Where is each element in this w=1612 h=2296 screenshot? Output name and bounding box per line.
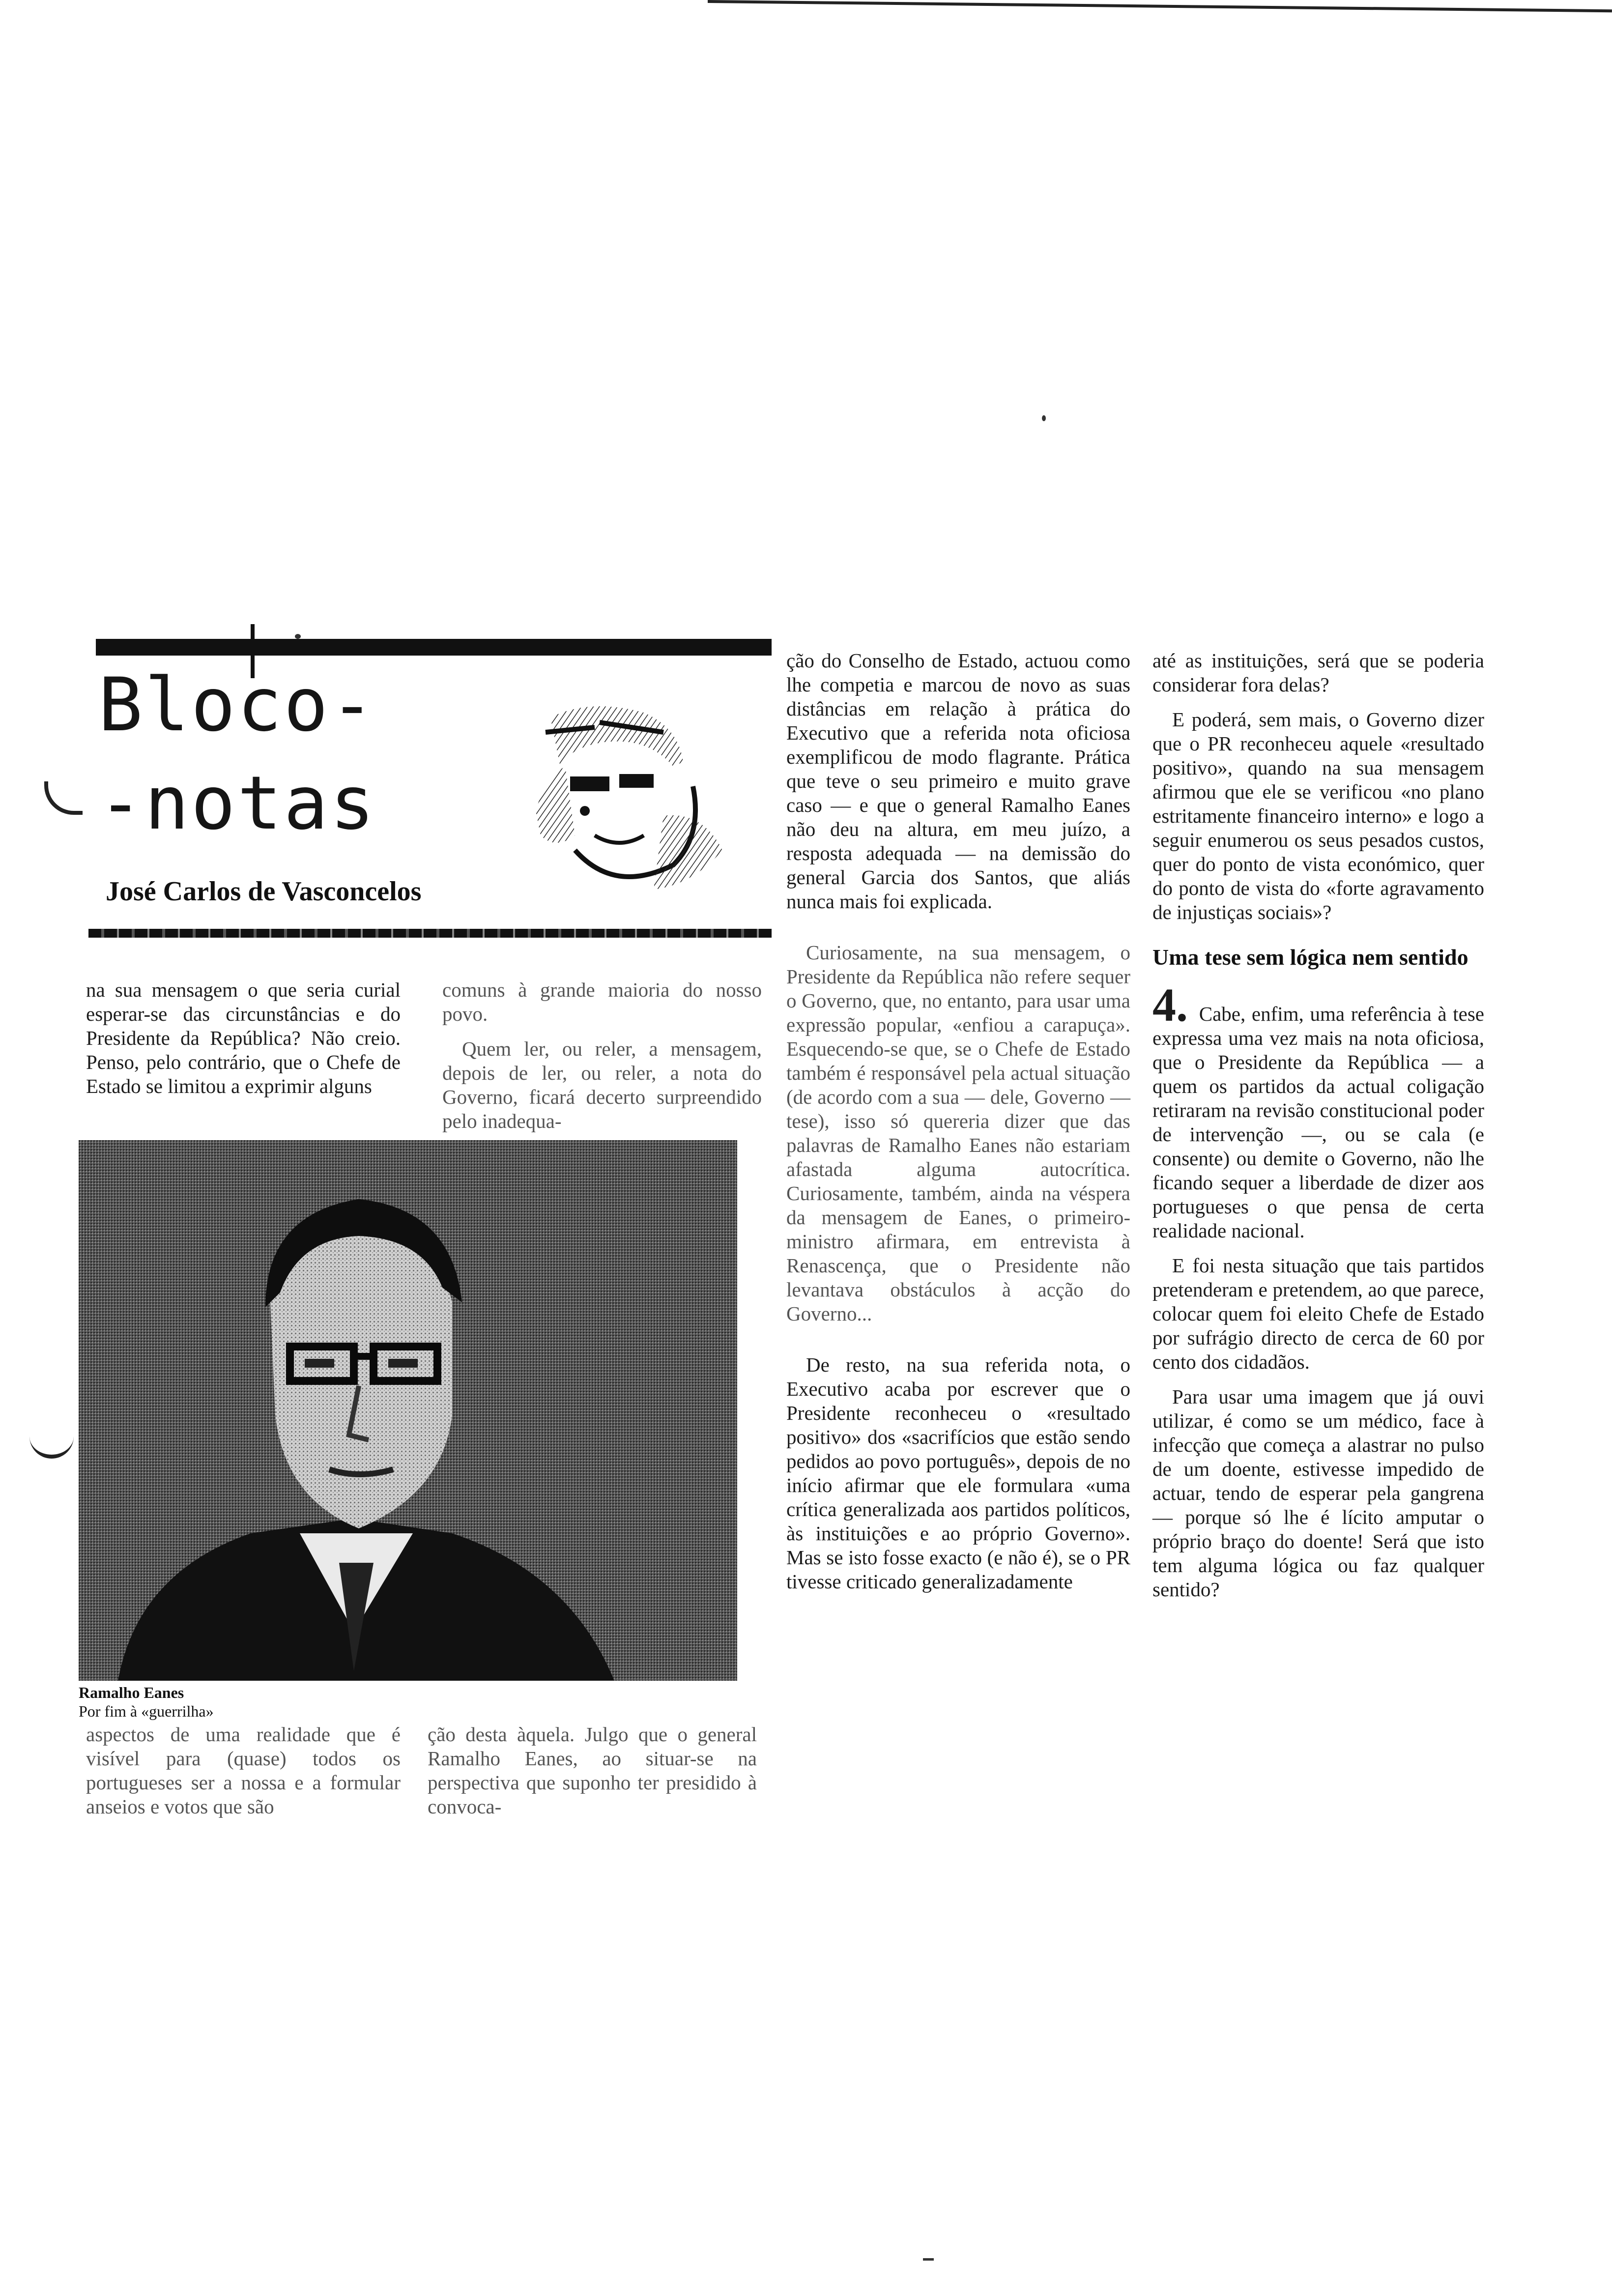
paragraph: comuns à grande maioria do nosso povo. xyxy=(442,978,762,1025)
paragraph: Quem ler, ou reler, a mensagem, depois de ler, ou reler, a nota do Governo, ficará decerto surpreendido pelo inadequa- xyxy=(442,1037,762,1132)
author-sketch-portrait xyxy=(516,688,747,904)
section-number: 4. xyxy=(1152,978,1188,1031)
column-title-line1: Bloco- xyxy=(98,662,376,748)
paragraph-text: Cabe, enfim, uma referência à tese expressa uma vez mais na nota oficiosa, que o Presidente da República — a quem os partidos da actual coligação retiraram na revisão constitucional poder de intervenção —, ou se cala (e consente) ou demite o Governo, não lhe ficando sequer a liberdade de dizer aos portugueses o que pensa de certa realidade nacional. xyxy=(1152,1003,1485,1242)
paragraph xyxy=(1152,978,1485,1243)
text-column-3 xyxy=(786,649,1130,1605)
paragraph: ção desta àquela. Julgo que o general Ramalho Eanes, ao situar-se na perspectiva que suponho ter presidido à convoca- xyxy=(428,1723,757,1818)
text-column-left-top-a xyxy=(86,978,401,1109)
scan-speck xyxy=(923,2258,934,2261)
caption-name: Ramalho Eanes xyxy=(79,1684,184,1701)
paragraph: De resto, na sua referida nota, o Executivo acaba por escrever que o Presidente reconheceu o «resultado positivo» dos «sacrifícios que estão sendo pedidos ao povo português», depois de no início afirmar que ele formulara «uma crítica generalizada aos partidos políticos, às instituições e ao próprio Governo». Mas se isto fosse exacto (e não é), se o PR tivesse criticado generalizadamente xyxy=(786,1353,1130,1593)
section-subheading: Uma tese sem lógica nem sentido xyxy=(1152,945,1468,970)
text-column-left-bottom-a xyxy=(86,1722,401,1830)
paragraph: Para usar uma imagem que já ouvi utilizar, é como se um médico, face à infecção que começa a alastrar no pulso de um doente, estivesse impedido de actuar, tendo de esperar pela gangrena — porque só lhe é lícito amputar o próprio braço do doente! Será que isto tem alguma lógica ou faz qualquer sentido? xyxy=(1152,1385,1484,1601)
header-bottom-rule xyxy=(88,929,772,938)
paragraph: aspectos de uma realidade que é visível para (quase) todos os portugueses ser a nossa e a formular anseios e votos que são xyxy=(86,1723,401,1818)
paragraph: Curiosamente, na sua mensagem, o Presidente da República não refere sequer o Governo, que, no entanto, para usar uma expressão popular, «enfiou a carapuça». Esquecendo-se que, se o Chefe de Estado também é responsável pela actual situação (de acordo com a sua — dele, Governo — tese), isso só quereria dizer que das palavras de Ramalho Eanes não estariam afastada alguma autocrítica. Curiosamente, também, ainda na véspera da mensagem de Eanes, o primeiro-ministro afirmara, em entrevista à Renascença, que o Presidente não levantava obstáculos à acção do Governo... xyxy=(786,941,1130,1325)
paragraph: até as instituições, será que se poderia considerar fora delas? xyxy=(1152,649,1484,696)
paragraph: ção do Conselho de Estado, actuou como lhe competia e marcou de novo as suas distâncias em relação à prática do Executivo que a referida nota oficiosa exemplificou de modo flagrante. Prática que teve o seu primeiro e muito grave caso — e que o general Ramalho Eanes não deu na altura, em meu juízo, a resposta adequada — na demissão do general Garcia dos Santos, que aliás nunca mais foi explicada. xyxy=(786,649,1130,913)
text-column-4 xyxy=(1152,649,1484,1612)
scan-speck xyxy=(1042,415,1046,421)
column-title-line2: -notas xyxy=(98,761,376,846)
scan-mark xyxy=(44,781,83,815)
caption-subtitle: Por fim à «guerrilha» xyxy=(79,1702,214,1720)
scan-edge-line xyxy=(708,0,1612,12)
scan-speck xyxy=(295,634,301,639)
paragraph: E foi nesta situação que tais partidos pretenderam e pretendem, ao que parece, colocar quem foi eleito Chefe de Estado por sufrágio directo de cerca de 60 por cento dos cidadãos. xyxy=(1152,1254,1484,1373)
header-top-rule xyxy=(96,639,772,656)
photo-caption xyxy=(79,1683,214,1721)
paragraph: E poderá, sem mais, o Governo dizer que o PR reconheceu aquele «resultado positivo», quando na sua mensagem afirmou que ele se verificou «no plano estritamente financeiro interno» e logo a seguir enumerou os seus pesados custos, quer do ponto de vista económico, quer do ponto de vista do «forte agravamento de injustiças sociais»? xyxy=(1152,708,1484,923)
scan-mark xyxy=(29,1420,74,1459)
paragraph: na sua mensagem o que seria curial esperar-se das circunstâncias e do Presidente da República? Não creio. Penso, pelo contrário, que o Chefe de Estado se limitou a exprimir alguns xyxy=(86,978,401,1097)
author-byline: José Carlos de Vasconcelos xyxy=(106,876,422,907)
text-column-left-bottom-b xyxy=(428,1722,757,1830)
portrait-photo xyxy=(79,1140,737,1681)
text-column-left-top-b xyxy=(442,978,762,1144)
